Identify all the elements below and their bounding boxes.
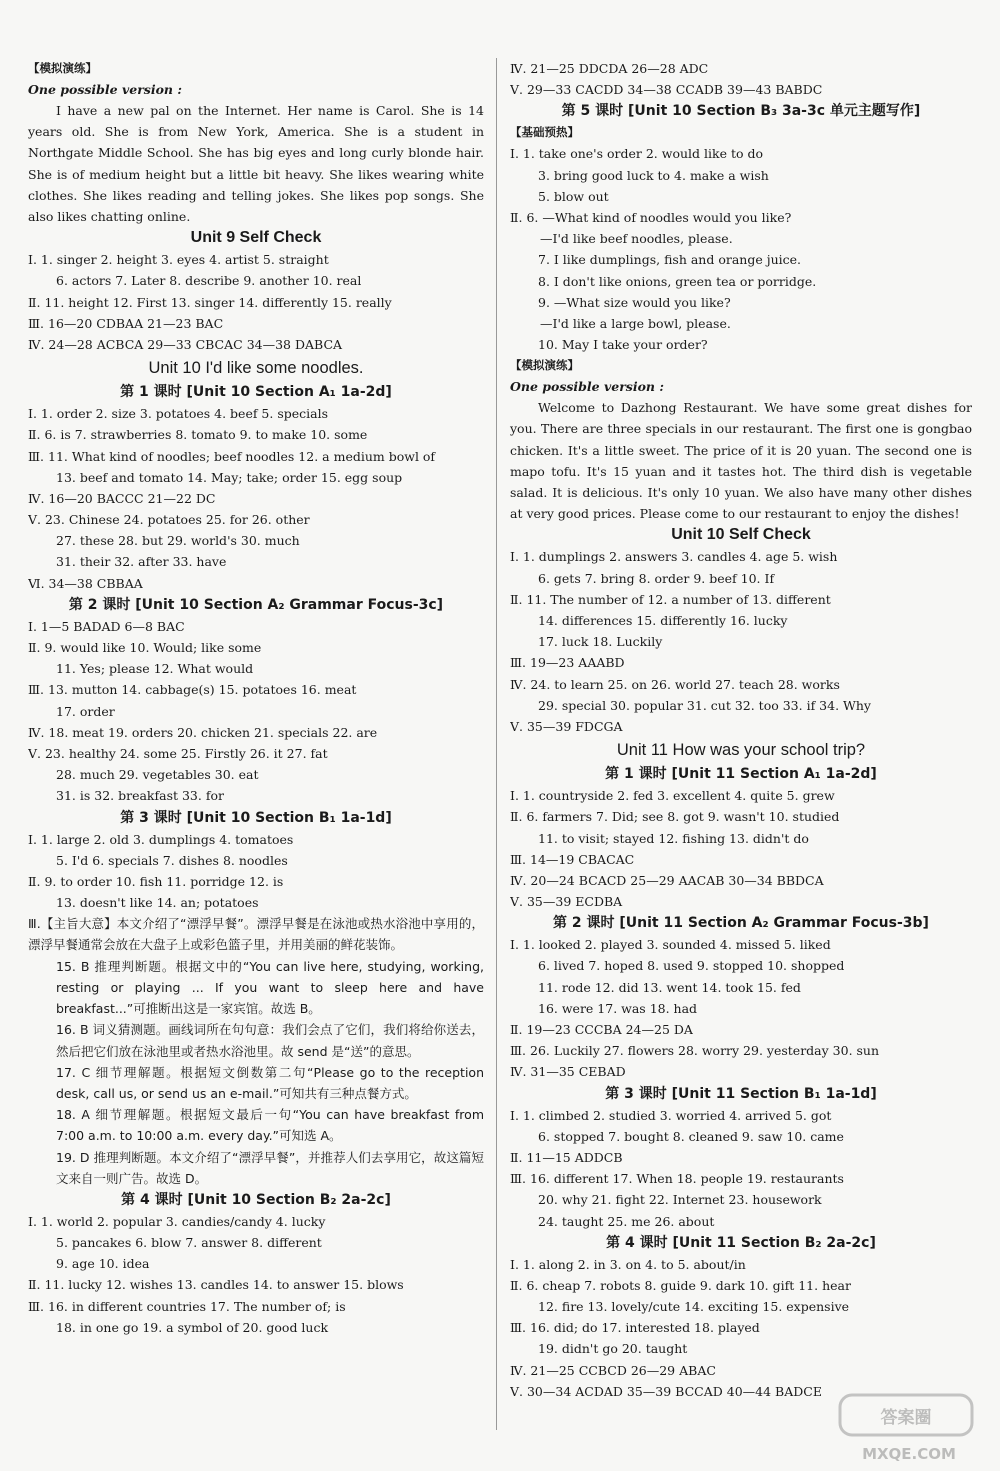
answer-row: 31. is 32. breakfast 33. for [56, 788, 224, 804]
answer-row: 17. luck 18. Luckily [538, 634, 663, 650]
lesson-heading: 第 2 课时 [Unit 11 Section A₂ Grammar Focus-3b] [553, 915, 929, 932]
answer-row: 13. beef and tomato 14. May; take; order 15. egg soup [56, 469, 403, 485]
lesson-heading: 第 2 课时 [Unit 10 Section A₂ Grammar Focus-3c] [68, 596, 444, 613]
answer-row: Ⅰ. 1. take one's order 2. would like to do [510, 146, 763, 162]
answer-row: Ⅰ. 1. looked 2. played 3. sounded 4. missed 5. liked [510, 937, 831, 953]
answer-row: 11. to visit; stayed 12. fishing 13. didn't do [538, 830, 809, 846]
answer-row: Ⅳ. 21—25 CCBCD 26—29 ABAC [510, 1362, 716, 1378]
answer-row: Ⅲ. 16—20 CDBAA 21—23 BAC [28, 315, 224, 331]
answer-row: 6. stopped 7. bought 8. cleaned 9. saw 10. came [538, 1128, 844, 1144]
answer-row: Ⅱ. 6. cheap 7. robots 8. guide 9. dark 10. gift 11. hear [510, 1277, 851, 1293]
answer-row: 24. taught 25. me 26. about [538, 1213, 715, 1229]
lesson-heading: 第 4 课时 [Unit 11 Section B₂ 2a-2c] [606, 1234, 876, 1251]
answer-row: Ⅱ. 6. —What kind of noodles would you like? [510, 209, 792, 225]
column-divider [496, 58, 497, 1430]
answer-row: Ⅵ. 34—38 CBBAA [28, 575, 143, 591]
unit-heading: Unit 11 How was your school trip? [616, 741, 866, 760]
answer-row: 20. why 21. fight 22. Internet 23. housework [538, 1192, 822, 1208]
answer-row: 14. differences 15. differently 16. lucky [538, 613, 788, 629]
section-tag: 【基础预热】 [510, 125, 579, 140]
answer-row: Ⅳ. 18. meat 19. orders 20. chicken 21. specials 22. are [28, 724, 378, 740]
right-column [510, 58, 972, 1402]
answer-row: 5. blow out [538, 188, 609, 204]
answer-row: Ⅱ. 6. farmers 7. Did; see 8. got 9. wasn't 10. studied [510, 809, 840, 825]
answer-row: 13. doesn't like 14. an; potatoes [56, 895, 259, 911]
answer-row: Ⅱ. 11. The number of 12. a number of 13. different [510, 591, 831, 607]
explanation-text: 18. A 细节理解题。根据短文最后一句“You can have breakfast from 7:00 a.m. to 10:00 a.m. every day.”可知选 A。 [56, 1107, 484, 1144]
answer-row: 31. their 32. after 33. have [56, 554, 227, 570]
self-check-title: Unit 9 Self Check [190, 229, 322, 247]
answer-row: Ⅰ. 1. large 2. old 3. dumplings 4. tomatoes [28, 831, 294, 847]
answer-row: Ⅳ. 16—20 BACCC 21—22 DC [28, 490, 216, 506]
answer-row: 10. May I take your order? [538, 337, 708, 353]
answer-row: 18. in one go 19. a symbol of 20. good luck [56, 1319, 329, 1335]
sample-essay: I have a new pal on the Internet. Her name is Carol. She is 14 years old. She is from New York, America. She is a student in Northgate Middle School. She has big eyes and long curly blonde hair. She is of medium height but a little bit heavy. She likes wearing white clothes. She likes reading and telling jokes. She likes pop songs. She also likes chatting online. [28, 103, 484, 225]
answer-row: Ⅴ. 35—39 ECDBA [510, 894, 623, 910]
answer-row: 6. lived 7. hoped 8. used 9. stopped 10. shopped [538, 958, 845, 974]
answer-row: Ⅳ. 21—25 DDCDA 26—28 ADC [510, 61, 709, 76]
answer-row: Ⅰ. 1. climbed 2. studied 3. worried 4. arrived 5. got [510, 1107, 832, 1123]
left-column [28, 58, 484, 1338]
sample-version-label: One possible version : [510, 379, 664, 395]
watermark-url: MXQE.COM [862, 1445, 956, 1463]
answer-row: 29. special 30. popular 31. cut 32. too 33. if 34. Why [538, 697, 871, 713]
answer-row: Ⅱ. 11. lucky 12. wishes 13. candles 14. to answer 15. blows [28, 1277, 404, 1293]
answer-row: 11. Yes; please 12. What would [56, 661, 254, 677]
answer-row: Ⅴ. 30—34 ACDAD 35—39 BCCAD 40—44 BADCE [510, 1383, 822, 1399]
answer-row: Ⅴ. 23. Chinese 24. potatoes 25. for 26. other [28, 512, 310, 528]
lesson-heading: 第 4 课时 [Unit 10 Section B₂ 2a-2c] [121, 1191, 391, 1208]
sample-essay: Welcome to Dazhong Restaurant. We have some great dishes for you. There are three specials in our restaurant. The first one is gongbao chicken. It's a little sweet. The price of it is 20 yuan. The second one is mapo tofu. It's 15 yuan and it tastes hot. The third dish is vegetable salad. It is delicious. It's only 10 yuan. We also have many other dishes at very good prices. Please come to our restaurant to enjoy the dishes! [510, 400, 972, 522]
explanation-text: 16. B 词义猜测题。画线词所在句句意：我们会点了它们，我们将给你送去，然后把它们放在泳池里或者热水浴池里。故 send 是“送”的意思。 [56, 1022, 484, 1059]
section-tag: 【模拟演练】 [28, 61, 97, 75]
answer-row: 16. were 17. was 18. had [538, 1000, 698, 1016]
answer-row: Ⅴ. 35—39 FDCGA [510, 718, 623, 734]
answer-row: 8. I don't like onions, green tea or porridge. [538, 273, 817, 289]
answer-row: 7. I like dumplings, fish and orange juice. [538, 252, 801, 268]
answer-row: Ⅳ. 20—24 BCACD 25—29 AACAB 30—34 BBDCA [510, 872, 824, 888]
answer-row: Ⅱ. 9. to order 10. fish 11. porridge 12. is [28, 873, 284, 889]
answer-row: Ⅱ. 11—15 ADDCB [510, 1149, 623, 1165]
answer-row: Ⅲ. 16. different 17. When 18. people 19. restaurants [510, 1171, 844, 1187]
answer-row: 3. bring good luck to 4. make a wish [538, 167, 769, 183]
answer-row: Ⅲ. 26. Luckily 27. flowers 28. worry 29. yesterday 30. sun [510, 1043, 880, 1059]
answer-row: Ⅴ. 23. healthy 24. some 25. Firstly 26. it 27. fat [28, 745, 328, 761]
answer-row: Ⅳ. 31—35 CEBAD [510, 1064, 626, 1080]
answer-row: 9. —What size would you like? [538, 294, 731, 310]
answer-row: Ⅰ. 1. dumplings 2. answers 3. candles 4. age 5. wish [510, 549, 838, 565]
answer-row: Ⅰ. 1. countryside 2. fed 3. excellent 4. quite 5. grew [510, 788, 835, 804]
unit-heading: Unit 10 I'd like some noodles. [148, 359, 364, 378]
watermark-text: 答案圈 [880, 1408, 932, 1428]
answer-row: 5. pancakes 6. blow 7. answer 8. different [56, 1235, 322, 1251]
answer-row: Ⅱ. 6. is 7. strawberries 8. tomato 9. to make 10. some [28, 427, 368, 443]
answer-row: Ⅲ. 13. mutton 14. cabbage(s) 15. potatoes 16. meat [28, 682, 357, 698]
answer-row: Ⅲ. 11. What kind of noodles; beef noodles 12. a medium bowl of [28, 448, 436, 464]
self-check-title: Unit 10 Self Check [671, 526, 811, 544]
lesson-heading: 第 1 课时 [Unit 10 Section A₁ 1a-2d] [120, 384, 392, 401]
answer-row: 6. actors 7. Later 8. describe 9. another 10. real [56, 273, 362, 289]
answer-row: Ⅰ. 1. singer 2. height 3. eyes 4. artist 5. straight [28, 252, 329, 268]
answer-row: Ⅳ. 24. to learn 25. on 26. world 27. teach 28. works [510, 676, 840, 692]
answer-row: Ⅲ. 16. did; do 17. interested 18. played [510, 1320, 760, 1336]
answer-row: —I'd like a large bowl, please. [540, 315, 731, 331]
answer-row: 5. I'd 6. specials 7. dishes 8. noodles [56, 852, 288, 868]
answer-row: 12. fire 13. lovely/cute 14. exciting 15. expensive [538, 1299, 850, 1315]
explanation-text: 19. D 推理判断题。本文介绍了“漂浮早餐”，并推荐人们去享用它，故这篇短文来自一则广告。故选 D。 [56, 1149, 484, 1186]
section-tag: 【模拟演练】 [510, 358, 579, 373]
answer-row: Ⅳ. 24—28 ACBCA 29—33 CBCAC 34—38 DABCA [28, 336, 343, 352]
answer-row: Ⅰ. 1—5 BADAD 6—8 BAC [28, 618, 185, 634]
answer-row: Ⅱ. 9. would like 10. Would; like some [28, 640, 262, 656]
answer-row: 27. these 28. but 29. world's 30. much [56, 533, 300, 549]
answer-row: —I'd like beef noodles, please. [540, 231, 733, 247]
answer-row: Ⅰ. 1. world 2. popular 3. candies/candy 4. lucky [28, 1213, 326, 1229]
answer-row: Ⅲ. 19—23 AAABD [510, 655, 625, 671]
explanation-text: Ⅲ.【主旨大意】本文介绍了“漂浮早餐”。漂浮早餐是在泳池或热水浴池中享用的，漂浮早餐通常会放在大盘子上或彩色篮子里，并用美丽的鲜花装饰。 [28, 916, 484, 953]
answer-row: Ⅲ. 14—19 CBACAC [510, 851, 635, 867]
answer-row: 9. age 10. idea [56, 1256, 150, 1272]
answer-row: 6. gets 7. bring 8. order 9. beef 10. If [538, 570, 775, 586]
answer-row: Ⅰ. 1. along 2. in 3. on 4. to 5. about/in [510, 1256, 746, 1272]
answer-row: Ⅱ. 19—23 CCCBA 24—25 DA [510, 1022, 693, 1038]
answer-row: 28. much 29. vegetables 30. eat [56, 767, 259, 783]
answer-row: Ⅱ. 11. height 12. First 13. singer 14. differently 15. really [28, 294, 392, 310]
answer-row: Ⅲ. 16. in different countries 17. The number of; is [28, 1298, 346, 1314]
lesson-heading: 第 3 课时 [Unit 10 Section B₁ 1a-1d] [120, 809, 392, 826]
sample-version-label: One possible version : [28, 82, 182, 97]
answer-row: 11. rode 12. did 13. went 14. took 15. fed [538, 979, 801, 995]
watermark-logo [834, 1389, 984, 1467]
answer-row: Ⅰ. 1. order 2. size 3. potatoes 4. beef 5. specials [28, 406, 329, 422]
explanation-text: 15. B 推理判断题。根据文中的“You can live here, studying, working, resting or playing ... If you want to sleep here and have breakfast...”可推断出这是一家宾馆。故选 B。 [56, 958, 484, 1017]
answer-row: Ⅴ. 29—33 CACDD 34—38 CCADB 39—43 BABDC [510, 82, 823, 98]
answer-row: 17. order [56, 703, 115, 719]
answer-row: 19. didn't go 20. taught [538, 1341, 688, 1357]
lesson-heading: 第 1 课时 [Unit 11 Section A₁ 1a-2d] [605, 766, 877, 783]
lesson-heading: 第 5 课时 [Unit 10 Section B₃ 3a-3c 单元主题写作] [561, 103, 921, 120]
explanation-text: 17. C 细节理解题。根据短文倒数第二句“Please go to the reception desk, call us, or send us an e-mail.”可知共有三种点餐方式。 [56, 1064, 484, 1101]
lesson-heading: 第 3 课时 [Unit 11 Section B₁ 1a-1d] [605, 1085, 877, 1102]
